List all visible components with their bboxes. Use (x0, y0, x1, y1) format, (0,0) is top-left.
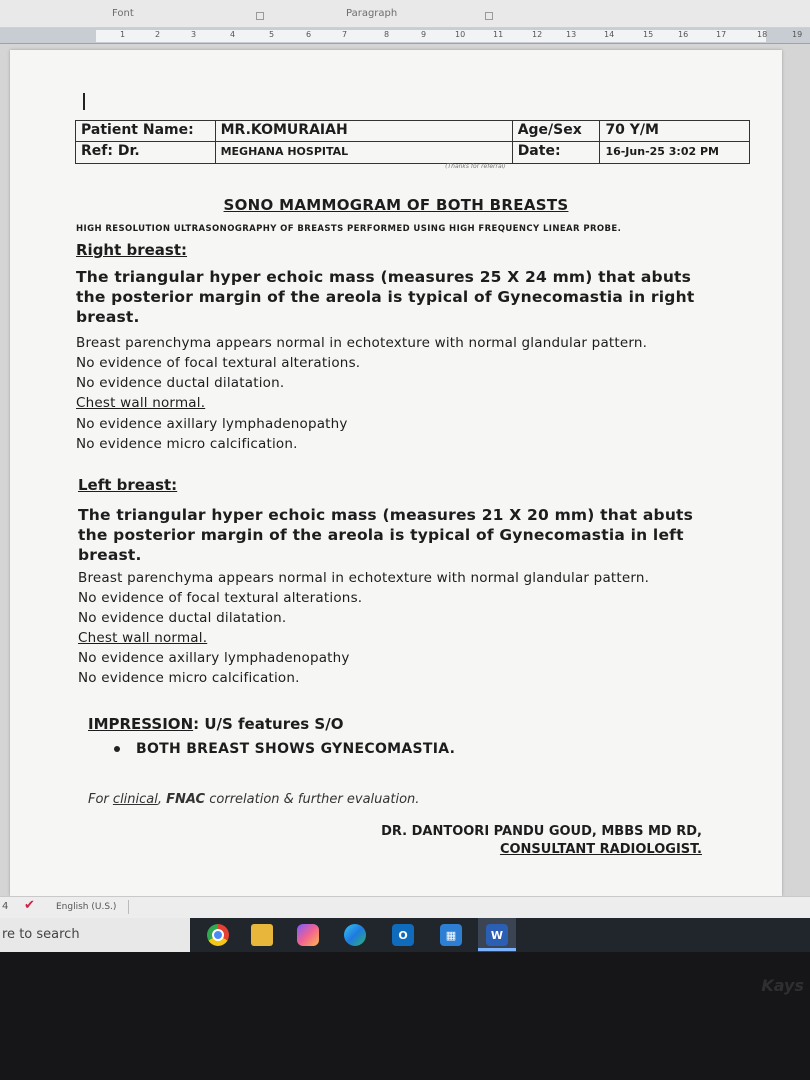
report-title: SONO MAMMOGRAM OF BOTH BREASTS (223, 196, 569, 214)
right-breast-heading: Right breast: (76, 241, 188, 259)
page-number[interactable]: 4 (2, 901, 9, 912)
clinical-suffix: correlation & further evaluation. (205, 792, 420, 807)
ruler-mark: 11 (493, 30, 504, 39)
ref-value: MEGHANA HOSPITAL (220, 145, 349, 158)
doctor-role: CONSULTANT RADIOLOGIST. (499, 842, 702, 857)
patient-name-value[interactable]: MR.KOMURAIAH (216, 121, 513, 141)
right-breast-line: Chest wall normal. (76, 395, 206, 411)
table-row (76, 121, 749, 142)
patient-info-table (75, 120, 750, 170)
left-breast-heading: Left breast: (78, 476, 178, 494)
ruler-text-area (96, 30, 766, 42)
patient-name-label: Patient Name: (76, 121, 216, 141)
status-divider (128, 900, 129, 914)
ruler-mark: 15 (643, 30, 654, 39)
left-breast-line: No evidence of focal textural alterations. (78, 590, 363, 606)
taskbar (0, 918, 810, 952)
chrome-icon[interactable] (207, 924, 229, 946)
age-sex-value[interactable]: 70 Y/M (605, 122, 659, 138)
clinical-note (88, 792, 419, 807)
font-dialog-launcher-icon[interactable] (256, 12, 264, 20)
ruler-mark: 17 (716, 30, 727, 39)
document-page[interactable] (10, 50, 782, 896)
date-value[interactable]: 16-Jun-25 3:02 PM (605, 145, 719, 158)
status-bar (0, 896, 810, 918)
table-row (76, 142, 749, 170)
paragraph-group-label: Paragraph (346, 8, 398, 19)
impression-label: IMPRESSION (88, 715, 194, 733)
left-breast-line: No evidence ductal dilatation. (78, 610, 287, 626)
text-cursor (83, 93, 85, 110)
ref-label: Ref: Dr. (76, 142, 216, 163)
ruler-mark: 4 (230, 30, 236, 39)
doctor-name: DR. DANTOORI PANDU GOUD, MBBS MD RD, (381, 824, 702, 839)
right-breast-line: No evidence of focal textural alterations. (76, 355, 361, 371)
taskbar-search-box[interactable] (0, 918, 190, 952)
ruler-mark: 10 (455, 30, 466, 39)
file-explorer-icon[interactable] (251, 924, 273, 946)
left-breast-line: Breast parenchyma appears normal in echotexture with normal glandular pattern. (78, 570, 650, 586)
monitor-brand: Kays (761, 976, 804, 995)
ruler-mark: 5 (269, 30, 275, 39)
ruler-mark: 2 (155, 30, 161, 39)
clinical-fnac: FNAC (166, 792, 206, 807)
impression-bullet (114, 741, 455, 757)
doctor-signature (381, 823, 702, 859)
monitor-bezel (0, 952, 810, 1080)
language-indicator[interactable]: English (U.S.) (56, 902, 117, 912)
ruler-mark: 12 (532, 30, 543, 39)
clinical-prefix: For (88, 792, 113, 807)
ruler-mark: 13 (566, 30, 577, 39)
search-placeholder: re to search (2, 927, 80, 942)
impression-text: : U/S features S/O (193, 715, 344, 733)
age-sex-label: Age/Sex (513, 121, 601, 141)
referral-note: (Thanks for referral) (445, 163, 506, 170)
right-breast-line: No evidence axillary lymphadenopathy (76, 416, 348, 432)
font-group-label: Font (112, 8, 134, 19)
clinical-word: clinical (112, 792, 158, 807)
bullet-icon (114, 746, 120, 752)
edge-icon[interactable] (344, 924, 366, 946)
paragraph-dialog-launcher-icon[interactable] (485, 12, 493, 20)
ruler-mark: 18 (757, 30, 768, 39)
proofing-icon[interactable]: ✔ (24, 898, 35, 913)
document-workspace (0, 44, 810, 896)
ruler-mark: 16 (678, 30, 689, 39)
impression-bullet-text: BOTH BREAST SHOWS GYNECOMASTIA. (136, 741, 456, 757)
outlook-icon[interactable]: O (392, 924, 414, 946)
right-breast-line: No evidence micro calcification. (76, 436, 298, 452)
ruler-mark: 6 (306, 30, 312, 39)
ruler-mark: 19 (792, 30, 803, 39)
ref-value-cell[interactable] (216, 142, 513, 170)
right-breast-finding: The triangular hyper echoic mass (measures 25 X 24 mm) that abuts the posterior margin of the areola is typical of Gynecomastia in right breast. (76, 268, 695, 326)
left-breast-line: No evidence micro calcification. (78, 670, 300, 686)
ribbon (0, 0, 810, 28)
active-app-indicator (478, 948, 516, 951)
clinical-comma: , (157, 792, 167, 807)
left-breast-line: No evidence axillary lymphadenopathy (78, 650, 350, 666)
right-breast-line: No evidence ductal dilatation. (76, 375, 285, 391)
ruler-mark: 9 (421, 30, 427, 39)
left-breast-line: Chest wall normal. (78, 630, 208, 646)
store-icon[interactable]: ▦ (440, 924, 462, 946)
ruler-mark: 1 (120, 30, 126, 39)
date-label: Date: (513, 142, 601, 163)
ruler-mark: 8 (384, 30, 390, 39)
copilot-icon[interactable] (297, 924, 319, 946)
ruler-mark: 3 (191, 30, 197, 39)
left-breast-finding: The triangular hyper echoic mass (measures 21 X 20 mm) that abuts the posterior margin of the areola is typical of Gynecomastia in left breast. (78, 506, 694, 564)
right-breast-line: Breast parenchyma appears normal in echotexture with normal glandular pattern. (76, 335, 648, 351)
word-icon[interactable]: W (486, 924, 508, 946)
report-subtitle: HIGH RESOLUTION ULTRASONOGRAPHY OF BREASTS PERFORMED USING HIGH FREQUENCY LINEAR PROBE. (76, 224, 622, 234)
impression (88, 715, 343, 733)
ruler-mark: 7 (342, 30, 348, 39)
ruler-mark: 14 (604, 30, 615, 39)
horizontal-ruler[interactable] (0, 28, 810, 44)
